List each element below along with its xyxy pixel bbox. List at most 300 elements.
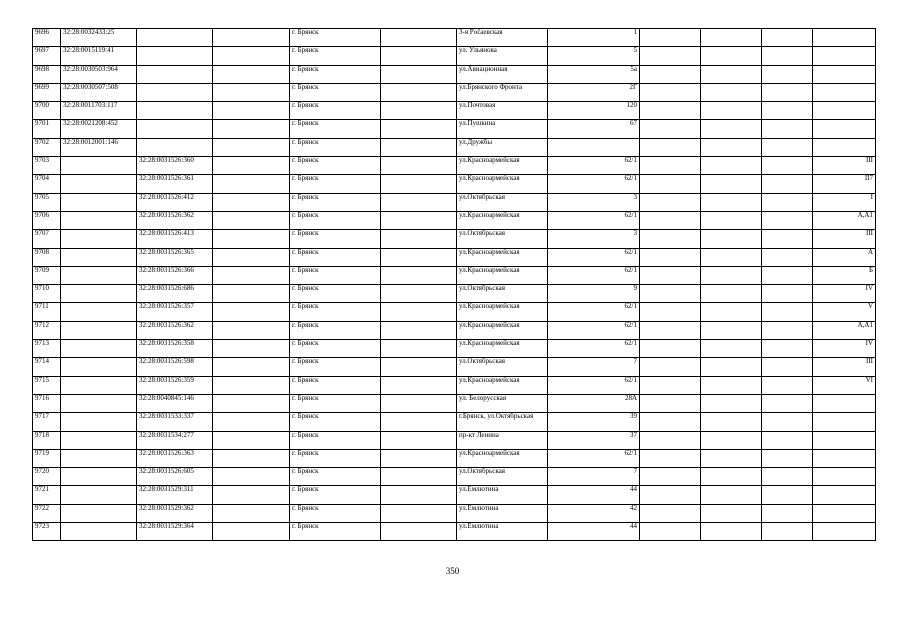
litera-cell (813, 413, 876, 431)
house-number-cell: 62/1 (548, 449, 640, 467)
city-cell: г. Брянск (290, 303, 381, 321)
cadastral-number-premises: 32:28:0031534:277 (137, 431, 213, 449)
empty-cell (762, 358, 813, 376)
cadastral-number-premises: 32:28:0031529:311 (137, 486, 213, 504)
empty-cell (701, 230, 762, 248)
litera-cell (813, 120, 876, 138)
cadastral-number-parcel (61, 523, 137, 541)
empty-cell (213, 504, 290, 522)
street-cell: ул.Емлютина (457, 523, 548, 541)
table-row (33, 266, 876, 284)
cadastral-number-premises (137, 83, 213, 101)
empty-cell (762, 29, 813, 47)
empty-cell (213, 303, 290, 321)
empty-cell (640, 47, 701, 65)
empty-cell (762, 102, 813, 120)
street-cell: ул.Пушкина (457, 120, 548, 138)
empty-cell (701, 394, 762, 412)
city-cell: г. Брянск (290, 83, 381, 101)
registry-table (32, 28, 876, 541)
empty-cell (762, 120, 813, 138)
street-cell: ул.Октябрьская (457, 193, 548, 211)
city-cell: г. Брянск (290, 47, 381, 65)
street-cell: ул.Красноармейская (457, 266, 548, 284)
table-row (33, 138, 876, 156)
empty-cell (213, 285, 290, 303)
empty-cell (640, 340, 701, 358)
row-number: 9709 (33, 266, 61, 284)
table-row (33, 486, 876, 504)
table-row (33, 504, 876, 522)
cadastral-number-parcel: 32:28:0030503:964 (61, 65, 137, 83)
empty-cell (213, 248, 290, 266)
empty-cell (213, 83, 290, 101)
litera-cell: IV (813, 285, 876, 303)
cadastral-number-parcel: 32:28:0030507:508 (61, 83, 137, 101)
empty-cell (762, 504, 813, 522)
street-cell: ул.Красноармейская (457, 157, 548, 175)
empty-cell (701, 29, 762, 47)
empty-cell (762, 413, 813, 431)
cadastral-number-parcel: 32:28:0011703:117 (61, 102, 137, 120)
empty-cell (762, 211, 813, 229)
litera-cell (813, 29, 876, 47)
cadastral-number-premises (137, 29, 213, 47)
city-cell: г. Брянск (290, 193, 381, 211)
row-number: 9711 (33, 303, 61, 321)
cadastral-number-premises: 32:28:0031526:366 (137, 266, 213, 284)
table-row (33, 523, 876, 541)
city-cell: г. Брянск (290, 230, 381, 248)
cadastral-number-premises (137, 120, 213, 138)
registry-body (33, 29, 876, 541)
table-row (33, 29, 876, 47)
row-number: 9718 (33, 431, 61, 449)
row-number: 9720 (33, 468, 61, 486)
empty-cell (213, 266, 290, 284)
empty-cell (701, 468, 762, 486)
cadastral-number-premises: 32:28:0031526:598 (137, 358, 213, 376)
table-row (33, 120, 876, 138)
cadastral-number-premises: 32:28:0031526:362 (137, 321, 213, 339)
house-number-cell: 44 (548, 486, 640, 504)
litera-cell: III (813, 358, 876, 376)
cadastral-number-premises (137, 102, 213, 120)
cadastral-number-parcel (61, 394, 137, 412)
empty-cell (213, 193, 290, 211)
empty-cell (381, 175, 457, 193)
cadastral-number-parcel (61, 321, 137, 339)
house-number-cell: 37 (548, 431, 640, 449)
empty-cell (640, 230, 701, 248)
empty-cell (381, 230, 457, 248)
litera-cell: I (813, 193, 876, 211)
cadastral-number-premises: 32:28:0031526:358 (137, 340, 213, 358)
table-row (33, 193, 876, 211)
table-row (33, 431, 876, 449)
house-number-cell: 44 (548, 523, 640, 541)
cadastral-number-parcel (61, 248, 137, 266)
street-cell: ул.Емлютина (457, 504, 548, 522)
cadastral-number-parcel (61, 175, 137, 193)
street-cell: г.Брянск, ул.Октябрьская (457, 413, 548, 431)
city-cell: г. Брянск (290, 376, 381, 394)
empty-cell (381, 285, 457, 303)
empty-cell (701, 266, 762, 284)
table-row (33, 449, 876, 467)
cadastral-number-premises: 32:28:0031526:360 (137, 157, 213, 175)
street-cell: ул.Октябрьская (457, 358, 548, 376)
row-number: 9715 (33, 376, 61, 394)
litera-cell: II7 (813, 175, 876, 193)
house-number-cell: 62/1 (548, 340, 640, 358)
empty-cell (640, 138, 701, 156)
empty-cell (701, 449, 762, 467)
house-number-cell: 7 (548, 358, 640, 376)
empty-cell (640, 504, 701, 522)
empty-cell (701, 321, 762, 339)
street-cell: ул. Белорусская (457, 394, 548, 412)
empty-cell (762, 193, 813, 211)
empty-cell (640, 65, 701, 83)
city-cell: г. Брянск (290, 266, 381, 284)
empty-cell (213, 376, 290, 394)
cadastral-number-parcel (61, 358, 137, 376)
city-cell: г. Брянск (290, 504, 381, 522)
empty-cell (213, 120, 290, 138)
empty-cell (381, 449, 457, 467)
cadastral-number-premises: 32:28:0031526:365 (137, 248, 213, 266)
street-cell: ул. Ульянова (457, 47, 548, 65)
litera-cell (813, 449, 876, 467)
empty-cell (213, 47, 290, 65)
empty-cell (762, 83, 813, 101)
cadastral-number-parcel (61, 340, 137, 358)
street-cell: ул.Октябрьская (457, 285, 548, 303)
empty-cell (381, 431, 457, 449)
empty-cell (640, 321, 701, 339)
empty-cell (213, 523, 290, 541)
cadastral-number-parcel (61, 193, 137, 211)
row-number: 9721 (33, 486, 61, 504)
cadastral-number-premises: 32:28:0031526:363 (137, 449, 213, 467)
empty-cell (762, 47, 813, 65)
table-row (33, 175, 876, 193)
street-cell: ул.Октябрьская (457, 230, 548, 248)
house-number-cell: 1 (548, 29, 640, 47)
house-number-cell: 3 (548, 230, 640, 248)
empty-cell (381, 102, 457, 120)
table-row (33, 413, 876, 431)
city-cell: г. Брянск (290, 449, 381, 467)
cadastral-number-parcel (61, 449, 137, 467)
empty-cell (213, 468, 290, 486)
litera-cell: V (813, 303, 876, 321)
empty-cell (701, 138, 762, 156)
row-number: 9698 (33, 65, 61, 83)
empty-cell (381, 394, 457, 412)
litera-cell: III (813, 230, 876, 248)
row-number: 9714 (33, 358, 61, 376)
empty-cell (701, 120, 762, 138)
empty-cell (381, 468, 457, 486)
empty-cell (213, 102, 290, 120)
city-cell: г. Брянск (290, 248, 381, 266)
street-cell: ул.Октябрьская (457, 468, 548, 486)
house-number-cell (548, 138, 640, 156)
city-cell: г. Брянск (290, 138, 381, 156)
empty-cell (640, 193, 701, 211)
cadastral-number-premises: 32:28:0031529:362 (137, 504, 213, 522)
cadastral-number-parcel (61, 413, 137, 431)
empty-cell (640, 376, 701, 394)
city-cell: г. Брянск (290, 486, 381, 504)
cadastral-number-parcel (61, 504, 137, 522)
empty-cell (381, 303, 457, 321)
street-cell: ул.Красноармейская (457, 321, 548, 339)
empty-cell (381, 376, 457, 394)
row-number: 9708 (33, 248, 61, 266)
row-number: 9712 (33, 321, 61, 339)
table-row (33, 321, 876, 339)
empty-cell (701, 211, 762, 229)
empty-cell (762, 230, 813, 248)
empty-cell (640, 248, 701, 266)
city-cell: г. Брянск (290, 120, 381, 138)
cadastral-number-parcel (61, 230, 137, 248)
empty-cell (701, 303, 762, 321)
cadastral-number-premises: 32:28:0031526:361 (137, 175, 213, 193)
table-row (33, 285, 876, 303)
row-number: 9696 (33, 29, 61, 47)
empty-cell (640, 83, 701, 101)
empty-cell (381, 266, 457, 284)
table-row (33, 47, 876, 65)
street-cell: ул.Почтовая (457, 102, 548, 120)
house-number-cell: 62/1 (548, 157, 640, 175)
cadastral-number-parcel (61, 303, 137, 321)
house-number-cell: 120 (548, 102, 640, 120)
empty-cell (701, 83, 762, 101)
empty-cell (381, 65, 457, 83)
empty-cell (701, 340, 762, 358)
empty-cell (701, 358, 762, 376)
cadastral-number-parcel: 32:28:0012001:146 (61, 138, 137, 156)
litera-cell (813, 486, 876, 504)
city-cell: г. Брянск (290, 157, 381, 175)
empty-cell (762, 523, 813, 541)
empty-cell (701, 248, 762, 266)
empty-cell (213, 29, 290, 47)
empty-cell (640, 175, 701, 193)
cadastral-number-parcel (61, 468, 137, 486)
empty-cell (762, 321, 813, 339)
cadastral-number-parcel (61, 376, 137, 394)
empty-cell (640, 303, 701, 321)
empty-cell (381, 504, 457, 522)
empty-cell (640, 157, 701, 175)
street-cell: ул.Красноармейская (457, 449, 548, 467)
empty-cell (701, 504, 762, 522)
empty-cell (213, 65, 290, 83)
table-row (33, 65, 876, 83)
empty-cell (640, 523, 701, 541)
table-row (33, 468, 876, 486)
empty-cell (213, 211, 290, 229)
house-number-cell: 3 (548, 193, 640, 211)
empty-cell (640, 120, 701, 138)
empty-cell (640, 394, 701, 412)
cadastral-number-parcel: 32:28:0015119:41 (61, 47, 137, 65)
empty-cell (701, 47, 762, 65)
city-cell: г. Брянск (290, 175, 381, 193)
empty-cell (640, 431, 701, 449)
table-row (33, 230, 876, 248)
litera-cell (813, 431, 876, 449)
empty-cell (640, 266, 701, 284)
street-cell: ул.Красноармейская (457, 248, 548, 266)
house-number-cell: 7 (548, 468, 640, 486)
empty-cell (381, 120, 457, 138)
empty-cell (640, 285, 701, 303)
cadastral-number-premises: 32:28:0031533:337 (137, 413, 213, 431)
table-row (33, 211, 876, 229)
street-cell: ул.Красноармейская (457, 211, 548, 229)
empty-cell (762, 468, 813, 486)
litera-cell: III (813, 157, 876, 175)
empty-cell (762, 431, 813, 449)
empty-cell (762, 449, 813, 467)
litera-cell: IV (813, 340, 876, 358)
litera-cell (813, 47, 876, 65)
litera-cell (813, 65, 876, 83)
cadastral-number-parcel (61, 486, 137, 504)
city-cell: г. Брянск (290, 211, 381, 229)
house-number-cell: 2Г (548, 83, 640, 101)
cadastral-number-parcel (61, 266, 137, 284)
cadastral-number-parcel (61, 211, 137, 229)
empty-cell (762, 285, 813, 303)
empty-cell (640, 413, 701, 431)
litera-cell (813, 138, 876, 156)
cadastral-number-premises (137, 138, 213, 156)
empty-cell (701, 431, 762, 449)
street-cell: ул.Дружбы (457, 138, 548, 156)
litera-cell (813, 83, 876, 101)
empty-cell (213, 358, 290, 376)
cadastral-number-premises: 32:28:0031526:412 (137, 193, 213, 211)
row-number: 9716 (33, 394, 61, 412)
litera-cell (813, 523, 876, 541)
cadastral-number-parcel (61, 285, 137, 303)
empty-cell (762, 340, 813, 358)
empty-cell (381, 340, 457, 358)
street-cell: ул.Красноармейская (457, 340, 548, 358)
empty-cell (381, 211, 457, 229)
empty-cell (381, 193, 457, 211)
row-number: 9722 (33, 504, 61, 522)
litera-cell: VI (813, 376, 876, 394)
cadastral-number-parcel: 32:28:0021208:452 (61, 120, 137, 138)
empty-cell (213, 138, 290, 156)
empty-cell (213, 413, 290, 431)
empty-cell (381, 157, 457, 175)
cadastral-number-premises (137, 65, 213, 83)
empty-cell (701, 413, 762, 431)
house-number-cell: 62/1 (548, 175, 640, 193)
empty-cell (640, 102, 701, 120)
cadastral-number-premises: 32:28:0031526:686 (137, 285, 213, 303)
table-row (33, 394, 876, 412)
empty-cell (213, 431, 290, 449)
cadastral-number-premises: 32:28:0031526:359 (137, 376, 213, 394)
empty-cell (701, 486, 762, 504)
table-row (33, 83, 876, 101)
street-cell: ул.Красноармейская (457, 376, 548, 394)
empty-cell (381, 47, 457, 65)
empty-cell (762, 266, 813, 284)
empty-cell (701, 175, 762, 193)
empty-cell (381, 523, 457, 541)
house-number-cell: 62/1 (548, 303, 640, 321)
city-cell: г. Брянск (290, 102, 381, 120)
empty-cell (213, 340, 290, 358)
cadastral-number-parcel (61, 431, 137, 449)
city-cell: г. Брянск (290, 285, 381, 303)
empty-cell (381, 358, 457, 376)
house-number-cell: 28А (548, 394, 640, 412)
litera-cell (813, 468, 876, 486)
row-number: 9723 (33, 523, 61, 541)
cadastral-number-premises: 32:28:0031526:362 (137, 211, 213, 229)
litera-cell (813, 504, 876, 522)
table-row (33, 303, 876, 321)
empty-cell (640, 449, 701, 467)
litera-cell (813, 102, 876, 120)
litera-cell: Б (813, 266, 876, 284)
empty-cell (701, 193, 762, 211)
cadastral-number-premises: 32:28:0031529:364 (137, 523, 213, 541)
street-cell: ул.Красноармейская (457, 175, 548, 193)
city-cell: г. Брянск (290, 394, 381, 412)
cadastral-number-premises: 32:28:0040845:146 (137, 394, 213, 412)
row-number: 9707 (33, 230, 61, 248)
row-number: 9713 (33, 340, 61, 358)
empty-cell (381, 248, 457, 266)
empty-cell (701, 285, 762, 303)
litera-cell (813, 394, 876, 412)
empty-cell (213, 157, 290, 175)
empty-cell (213, 449, 290, 467)
litera-cell: А,А1 (813, 321, 876, 339)
row-number: 9703 (33, 157, 61, 175)
street-cell: ул.Брянского Фронта (457, 83, 548, 101)
house-number-cell: 5 (548, 47, 640, 65)
city-cell: г. Брянск (290, 523, 381, 541)
house-number-cell: 62/1 (548, 211, 640, 229)
empty-cell (701, 65, 762, 83)
city-cell: г. Брянск (290, 431, 381, 449)
city-cell: г. Брянск (290, 65, 381, 83)
house-number-cell: 42 (548, 504, 640, 522)
empty-cell (762, 175, 813, 193)
house-number-cell: 9 (548, 285, 640, 303)
empty-cell (381, 413, 457, 431)
house-number-cell: 62/1 (548, 376, 640, 394)
empty-cell (213, 394, 290, 412)
empty-cell (213, 486, 290, 504)
empty-cell (762, 248, 813, 266)
